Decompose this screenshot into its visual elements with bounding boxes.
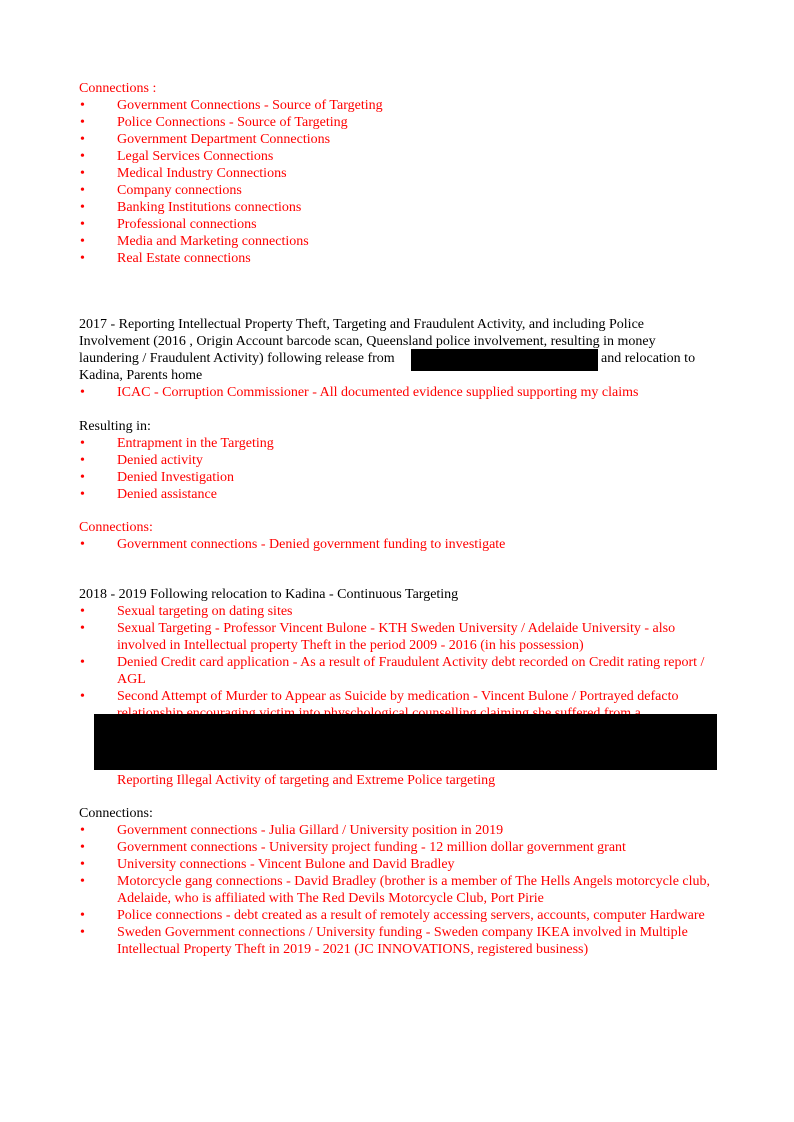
bullet-icon: • xyxy=(80,385,85,400)
list-item: • Banking Institutions connections xyxy=(80,200,302,215)
bullet-icon: • xyxy=(80,453,85,468)
list-item: • ICAC - Corruption Commissioner - All documented evidence supplied supporting my claims xyxy=(80,385,639,400)
bullet-icon: • xyxy=(80,149,85,164)
list-item: • Denied activity xyxy=(80,453,203,468)
icac-list xyxy=(79,384,719,401)
bullet-icon: • xyxy=(80,874,85,889)
intro-line-3: laundering / Fraudulent Activity) following release from xyxy=(79,351,395,366)
list-item: • Media and Marketing connections xyxy=(80,234,309,249)
connections-heading-2: Connections: xyxy=(79,520,153,535)
connections-heading-1: Connections : xyxy=(79,81,157,96)
resulting-heading: Resulting in: xyxy=(79,419,151,434)
bullet-icon: • xyxy=(80,823,85,838)
bullet-icon: • xyxy=(80,200,85,215)
bullet-icon: • xyxy=(80,840,85,855)
bullet-icon: • xyxy=(80,689,85,704)
list-item: • Government connections - University project funding - 12 million dollar government grant xyxy=(80,840,626,855)
bullet-icon: • xyxy=(80,470,85,485)
bullet-icon: • xyxy=(80,251,85,266)
list-item: • Real Estate connections xyxy=(80,251,251,266)
list-item: • Sexual targeting on dating sites xyxy=(80,604,293,619)
list-item: • Medical Industry Connections xyxy=(80,166,287,181)
list-item: • Government connections - Julia Gillard / University position in 2019 xyxy=(80,823,504,838)
bullet-icon: • xyxy=(80,166,85,181)
connections-list-3 xyxy=(79,822,719,958)
bullet-icon: • xyxy=(80,908,85,923)
redaction-block-2 xyxy=(94,714,717,770)
bullet-icon: • xyxy=(80,655,85,670)
list-item: • University connections - Vincent Bulone and David Bradley xyxy=(80,857,455,872)
list-item: • Professional connections xyxy=(80,217,257,232)
bullet-icon: • xyxy=(80,925,85,940)
bullet-icon: • xyxy=(80,857,85,872)
bullet-icon: • xyxy=(80,217,85,232)
list-item: • Sexual Targeting - Professor Vincent Bulone - KTH Sweden University / Adelaide University - also involved in Intellectual property Theft in the period 2009 - 2016 (in his possession) xyxy=(80,621,676,653)
reporting-line: Reporting Illegal Activity of targeting and Extreme Police targeting xyxy=(117,773,496,788)
list-item: • Sweden Government connections / University funding - Sweden company IKEA involved in Multiple Intellectual Property Theft in 2019 - 2021 (JC INNOVATIONS, registered business) xyxy=(80,925,688,957)
list-item: • Government connections - Denied government funding to investigate xyxy=(80,537,506,552)
bullet-icon: • xyxy=(80,234,85,249)
list-item: • Legal Services Connections xyxy=(80,149,274,164)
list-item: • Entrapment in the Targeting xyxy=(80,436,274,451)
list-item: • Motorcycle gang connections - David Bradley (brother is a member of The Hells Angels motorcycle club, Adelaide, who is affiliated with The Red Devils Motorcycle Club, Port Pirie xyxy=(80,874,711,906)
bullet-icon: • xyxy=(80,436,85,451)
list-item: • Police connections - debt created as a result of remotely accessing servers, accounts, computer Hardware xyxy=(80,908,705,923)
list-item: • Government Connections - Source of Targeting xyxy=(80,98,383,113)
bullet-icon: • xyxy=(80,487,85,502)
list-item: • Government Department Connections xyxy=(80,132,331,147)
bullet-icon: • xyxy=(80,98,85,113)
connections-list-2 xyxy=(79,536,719,553)
bullet-icon: • xyxy=(80,183,85,198)
connections-heading-3: Connections: xyxy=(79,806,153,821)
resulting-list xyxy=(79,435,719,503)
bullet-icon: • xyxy=(80,604,85,619)
bullet-icon: • xyxy=(80,132,85,147)
list-item: • Company connections xyxy=(80,183,242,198)
targeting-list xyxy=(79,603,719,722)
list-item: • Denied assistance xyxy=(80,487,217,502)
connections-list-1 xyxy=(79,97,719,267)
intro-line-4: Kadina, Parents home xyxy=(79,368,203,383)
bullet-icon: • xyxy=(80,537,85,552)
intro-line-2: Involvement (2016 , Origin Account barcode scan, Queensland police involvement, resulting in money xyxy=(79,334,656,349)
list-item: • Denied Investigation xyxy=(80,470,235,485)
list-item: • Police Connections - Source of Targeting xyxy=(80,115,348,130)
intro-line-1: 2017 - Reporting Intellectual Property Theft, Targeting and Fraudulent Activity, and including Police xyxy=(79,317,644,332)
list-item: • Second Attempt of Murder to Appear as Suicide by medication - Vincent Bulone / Portrayed defacto xyxy=(80,689,679,704)
bullet-icon: • xyxy=(80,115,85,130)
intro-line-3-end: and relocation to xyxy=(601,351,696,366)
bullet-icon: • xyxy=(80,621,85,636)
period-heading: 2018 - 2019 Following relocation to Kadina - Continuous Targeting xyxy=(79,587,459,602)
list-item: • Denied Credit card application - As a result of Fraudulent Activity debt recorded on Credit rating report / AGL xyxy=(80,655,705,687)
